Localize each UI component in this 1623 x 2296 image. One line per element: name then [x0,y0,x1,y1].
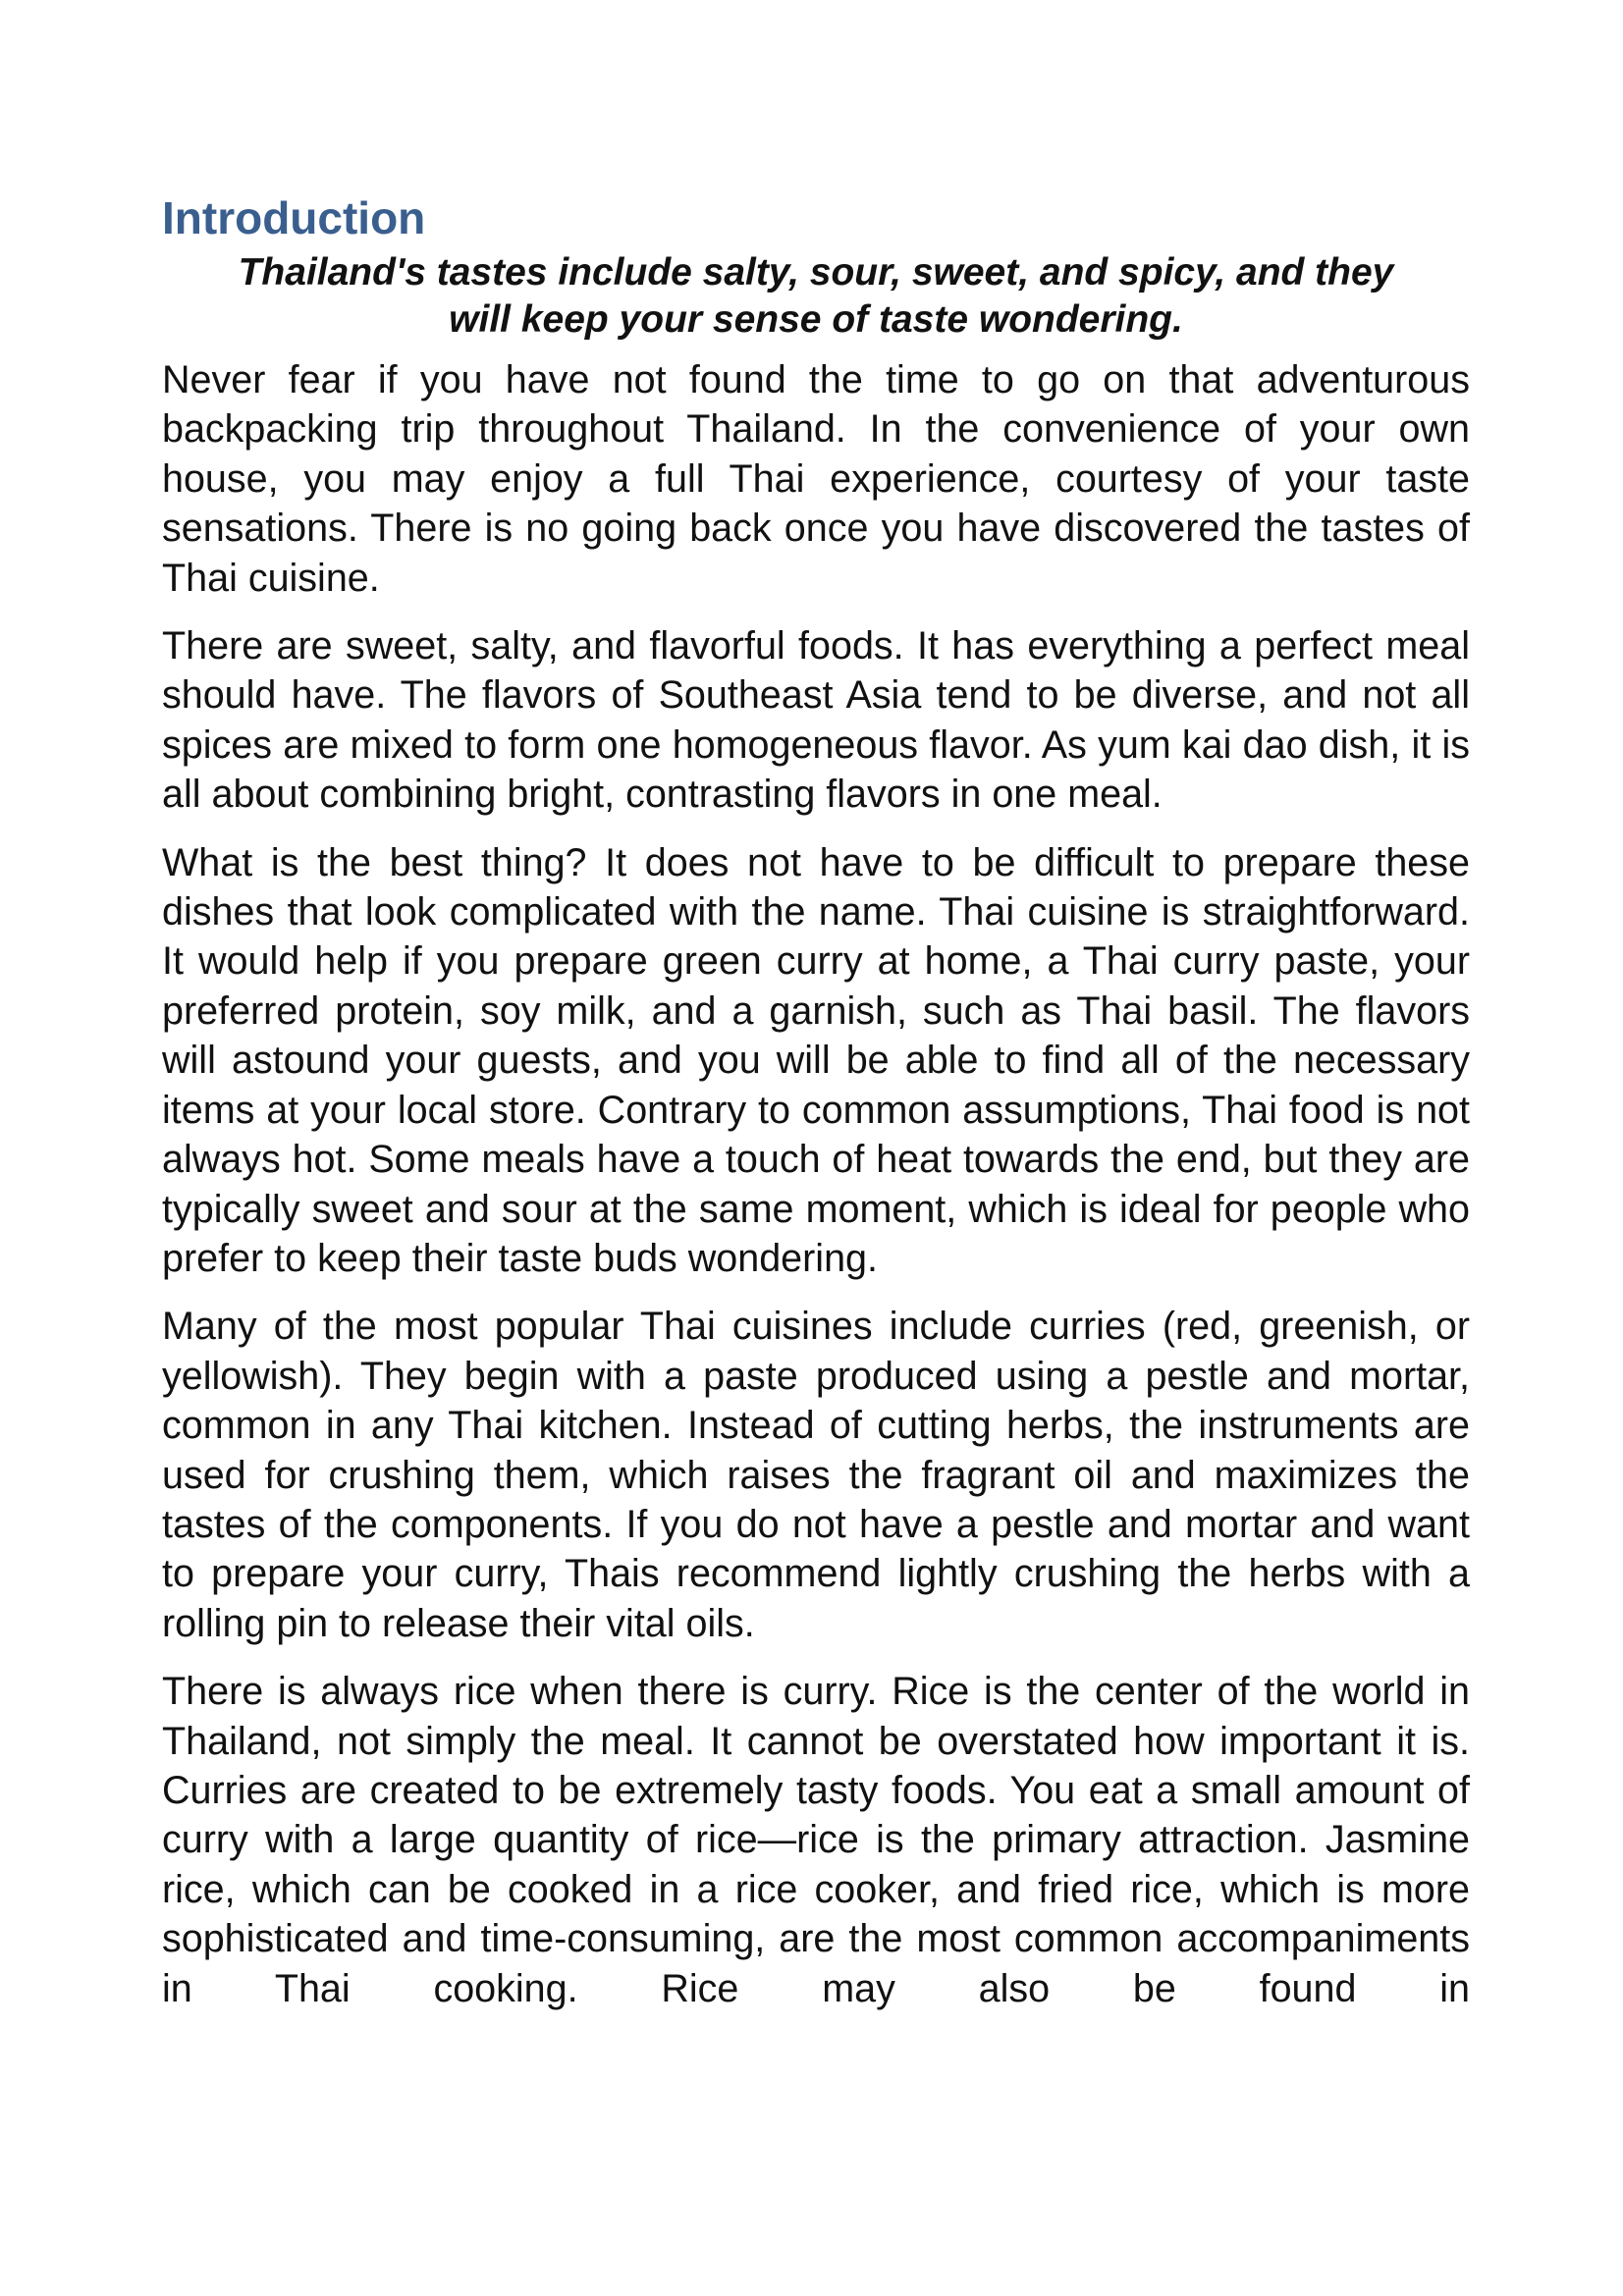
section-heading: Introduction [162,192,426,243]
body-paragraph: Many of the most popular Thai cuisines include curries (red, greenish, or yellowish). They begin with a paste produced using a pestle and mortar, common in any Thai kitchen. Instead of cutting herbs, the instruments are used for crushing them, which raises the fragrant oil and maximizes the tastes of the components. If you do not have a pestle and mortar and want to prepare your curry, Thais recommend lightly crushing the herbs with a rolling pin to release their vital oils. [162,1305,1470,1645]
subtitle-line: Thailand's tastes include salty, sour, sweet, and spicy, and they [238,251,1394,294]
page-content [162,188,1470,2013]
body-paragraph: There are sweet, salty, and flavorful foods. It has everything a perfect meal should have. The flavors of Southeast Asia tend to be diverse, and not all spices are mixed to form one homogeneous flavor. As yum kai dao dish, it is all about combining bright, contrasting flavors in one meal. [162,624,1470,817]
body-paragraph: What is the best thing? It does not have to be difficult to prepare these dishes that look complicated with the name. Thai cuisine is straightforward. It would help if you prepare green curry at home, a Thai curry paste, your preferred protein, soy milk, and a garnish, such as Thai basil. The flavors will astound your guests, and you will be able to find all of the necessary items at your local store. Contrary to common assumptions, Thai food is not always hot. Some meals have a touch of heat towards the end, but they are typically sweet and sour at the same moment, which is ideal for people who prefer to keep their taste buds wondering. [162,840,1470,1280]
body-paragraph: There is always rice when there is curry. Rice is the center of the world in Thailand, not simply the meal. It cannot be overstated how important it is. Curries are created to be extremely tasty foods. You eat a small amount of curry with a large quantity of rice—rice is the primary attraction. Jasmine rice, which can be cooked in a rice cooker, and fried rice, which is more sophisticated and time-consuming, are the most common accompaniments in Thai cooking. Rice may also be found in [162,1670,1470,2010]
section-subtitle [162,249,1470,344]
subtitle-line: will keep your sense of taste wondering. [449,298,1183,341]
body-paragraph: Never fear if you have not found the time to go on that adventurous backpacking trip throughout Thailand. In the convenience of your own house, you may enjoy a full Thai experience, courtesy of your taste sensations. There is no going back once you have discovered the tastes of Thai cuisine. [162,358,1470,600]
